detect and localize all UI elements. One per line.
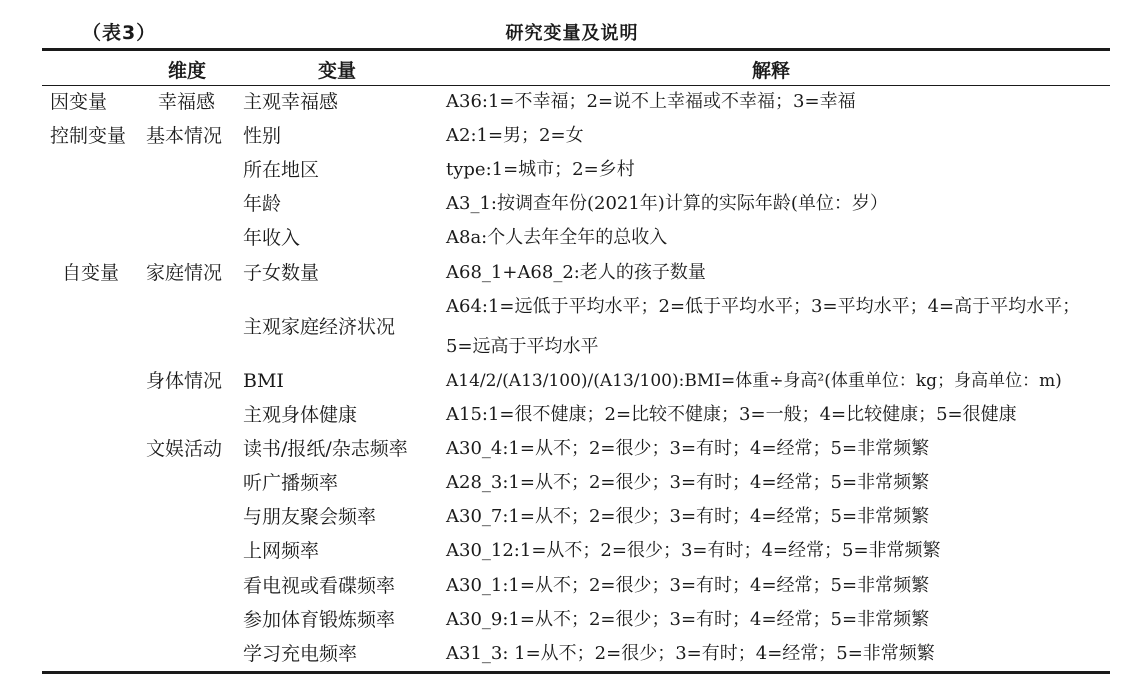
- row-dimension: 基本情况: [146, 125, 223, 147]
- top-rule: [42, 48, 1110, 51]
- row-variable: 年收入: [243, 227, 301, 249]
- row-explanation: A64:1=远低于平均水平；2=低于平均水平；3=平均水平；4=高于平均水平；: [446, 296, 1081, 317]
- row-explanation: A15:1=很不健康；2=比较不健康；3=一般；4=比较健康；5=很健康: [446, 404, 1017, 425]
- row-variable: 主观身体健康: [243, 404, 358, 426]
- row-dimension: 身体情况: [146, 370, 223, 392]
- table-number: （表3）: [82, 22, 157, 44]
- row-variable: 子女数量: [243, 262, 320, 284]
- row-explanation: type:1=城市；2=乡村: [446, 159, 635, 180]
- header-variable: 变量: [318, 60, 357, 82]
- row-variable: BMI: [243, 370, 284, 392]
- row-variable: 读书/报纸/杂志频率: [243, 438, 408, 460]
- row-variable: 所在地区: [243, 159, 320, 181]
- row-dimension: 幸福感: [158, 91, 216, 113]
- row-variable: 看电视或看碟频率: [243, 575, 396, 597]
- row-explanation: A36:1=不幸福；2=说不上幸福或不幸福；3=幸福: [446, 91, 856, 112]
- row-variable: 听广播频率: [243, 472, 339, 494]
- row-explanation: A30_7:1=从不；2=很少；3=有时；4=经常；5=非常频繁: [446, 506, 930, 527]
- header-rule: [42, 85, 1110, 86]
- row-variable: 与朋友聚会频率: [243, 506, 377, 528]
- row-variable: 性别: [243, 125, 282, 147]
- header-dimension: 维度: [168, 60, 207, 82]
- row-variable: 学习充电频率: [243, 643, 358, 665]
- row-explanation: A30_12:1=从不；2=很少；3=有时；4=经常；5=非常频繁: [446, 540, 941, 561]
- row-dimension: 文娱活动: [146, 438, 223, 460]
- row-explanation-continued: 5=远高于平均水平: [446, 336, 599, 357]
- row-explanation: A31_3: 1=从不；2=很少；3=有时；4=经常；5=非常频繁: [446, 643, 935, 664]
- row-variable: 主观幸福感: [243, 91, 339, 113]
- row-explanation: A2:1=男；2=女: [446, 125, 584, 146]
- row-explanation: A68_1+A68_2:老人的孩子数量: [446, 262, 706, 283]
- row-explanation: A28_3:1=从不；2=很少；3=有时；4=经常；5=非常频繁: [446, 472, 930, 493]
- header-explanation: 解释: [752, 60, 791, 82]
- table-title: 研究变量及说明: [505, 23, 639, 44]
- row-variable: 年龄: [243, 193, 282, 215]
- row-explanation: A3_1:按调查年份(2021年)计算的实际年龄(单位：岁）: [446, 193, 888, 214]
- row-explanation: A30_9:1=从不；2=很少；3=有时；4=经常；5=非常频繁: [446, 609, 930, 630]
- row-dimension: 家庭情况: [146, 262, 223, 284]
- row-explanation: A14/2/(A13/100)/(A13/100):BMI=体重÷身高²(体重单位：kg；身高单位：m): [446, 371, 1062, 391]
- row-category: 控制变量: [50, 125, 127, 147]
- row-category: 自变量: [62, 262, 120, 284]
- row-explanation: A8a:个人去年全年的总收入: [446, 227, 668, 248]
- row-explanation: A30_4:1=从不；2=很少；3=有时；4=经常；5=非常频繁: [446, 438, 930, 459]
- row-explanation: A30_1:1=从不；2=很少；3=有时；4=经常；5=非常频繁: [446, 575, 930, 596]
- row-variable: 上网频率: [243, 540, 320, 562]
- row-category: 因变量: [50, 91, 108, 113]
- row-variable: 参加体育锻炼频率: [243, 609, 396, 631]
- bottom-rule: [42, 671, 1110, 674]
- row-variable: 主观家庭经济状况: [243, 316, 396, 338]
